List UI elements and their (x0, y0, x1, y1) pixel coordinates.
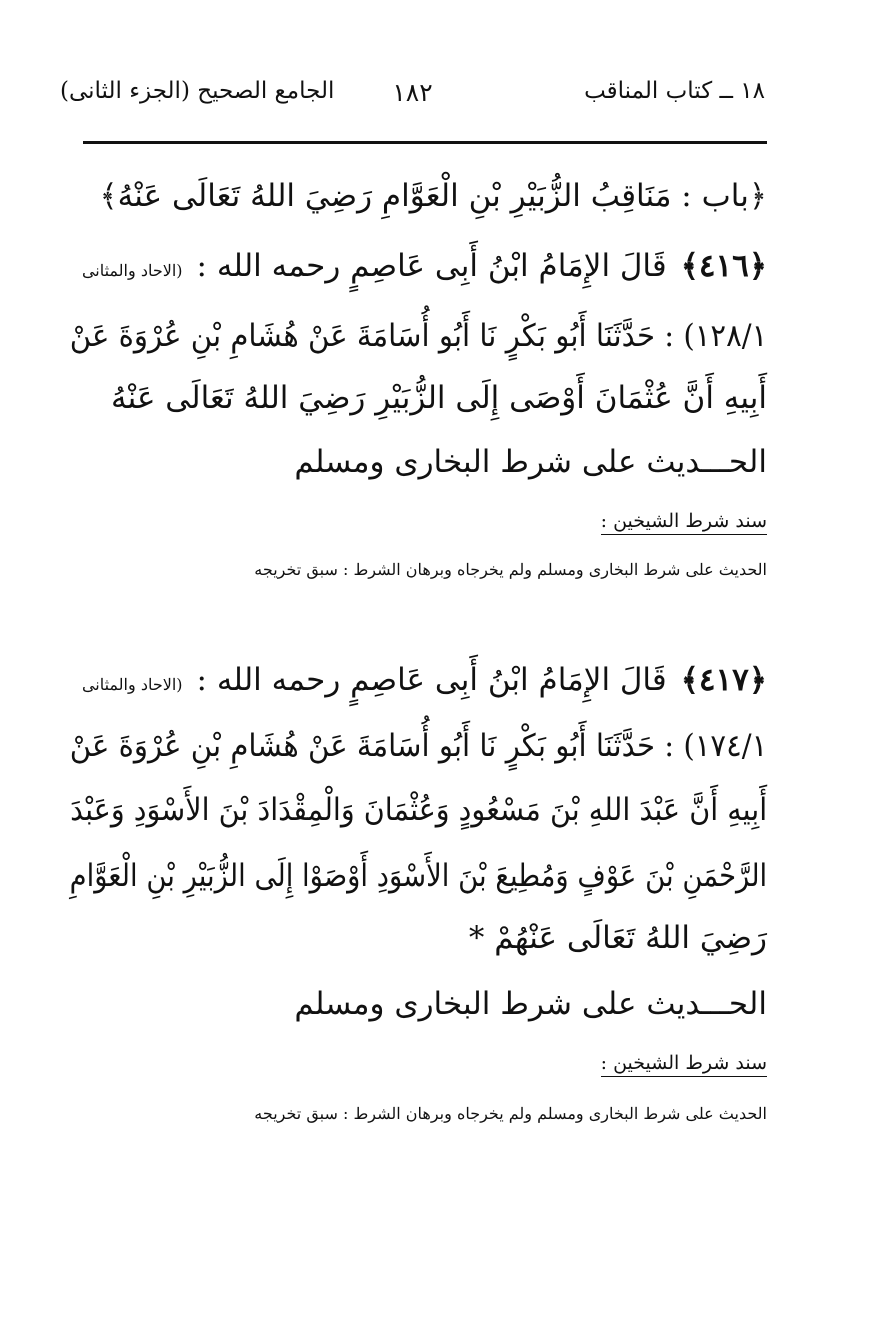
hadith-417-verdict: الحـــديث على شرط البخارى ومسلم (294, 986, 767, 1022)
hadith-417-text-line-1: ١٧٤/١) : حَدَّثَنَا أَبُو بَكْرٍ نَا أَبُو أُسَامَةَ عَنْ هُشَامِ بْنِ عُرْوَةَ عَنْ (69, 728, 767, 764)
hadith-417-note: الحديث على شرط البخارى ومسلم ولم يخرجاه وبرهان الشرط : سبق تخريجه (254, 1104, 767, 1123)
chapter-running-title: ١٨ ــ كتاب المناقب (584, 78, 765, 104)
hadith-417-text-line-4: رَضِيَ اللهُ تَعَالَى عَنْهُمْ * (468, 920, 767, 956)
hadith-417-sanad-label: سند شرط الشيخين : (601, 1052, 767, 1077)
hadith-intro: قَالَ الإِمَامُ ابْنُ أَبِى عَاصِمٍ رحمه الله : (196, 662, 667, 698)
hadith-417-text-line-2: أَبِيهِ أَنَّ عَبْدَ اللهِ بْنَ مَسْعُودٍ وَعُثْمَانَ وَالْمِقْدَادَ بْنَ الأَسْوَدِ وَعَبْدَ (70, 792, 767, 828)
header-rule (83, 141, 767, 144)
hadith-source: (الاحاد والمثانى (81, 675, 183, 694)
hadith-416-note: الحديث على شرط البخارى ومسلم ولم يخرجاه وبرهان الشرط : سبق تخريجه (254, 560, 767, 579)
hadith-417-heading (82, 662, 767, 698)
hadith-417-text-line-3: الرَّحْمَنِ بْنَ عَوْفٍ وَمُطِيعَ بْنَ الأَسْوَدِ أَوْصَوْا إِلَى الزُّبَيْرِ بْنِ الْعَوَّامِ (69, 858, 767, 894)
hadith-416-sanad-label: سند شرط الشيخين : (601, 510, 767, 535)
hadith-intro: قَالَ الإِمَامُ ابْنُ أَبِى عَاصِمٍ رحمه الله : (196, 248, 667, 284)
chapter-title: ﴿باب : مَنَاقِبُ الزُّبَيْرِ بْنِ الْعَوَّامِ رَضِيَ اللهُ تَعَالَى عَنْهُ﴾ (99, 178, 767, 214)
hadith-416-text-line-1: ١٢٨/١) : حَدَّثَنَا أَبُو بَكْرٍ نَا أَبُو أُسَامَةَ عَنْ هُشَامِ بْنِ عُرْوَةَ عَنْ (69, 318, 767, 354)
hadith-416-heading (82, 248, 767, 284)
hadith-416-verdict: الحـــديث على شرط البخارى ومسلم (294, 444, 767, 480)
hadith-source: (الاحاد والمثانى (81, 261, 183, 280)
hadith-number: ﴿٤١٧﴾ (680, 662, 767, 698)
page-header (60, 72, 765, 116)
hadith-number: ﴿٤١٦﴾ (680, 248, 767, 284)
hadith-416-sanad-wrap (601, 510, 767, 532)
hadith-417-sanad-wrap (601, 1052, 767, 1074)
book-running-title: الجامع الصحيح (الجزء الثانى) (60, 78, 335, 104)
hadith-416-text-line-2: أَبِيهِ أَنَّ عُثْمَانَ أَوْصَى إِلَى الزُّبَيْرِ رَضِيَ اللهُ تَعَالَى عَنْهُ (110, 380, 767, 416)
page-number: ١٨٢ (392, 78, 433, 107)
